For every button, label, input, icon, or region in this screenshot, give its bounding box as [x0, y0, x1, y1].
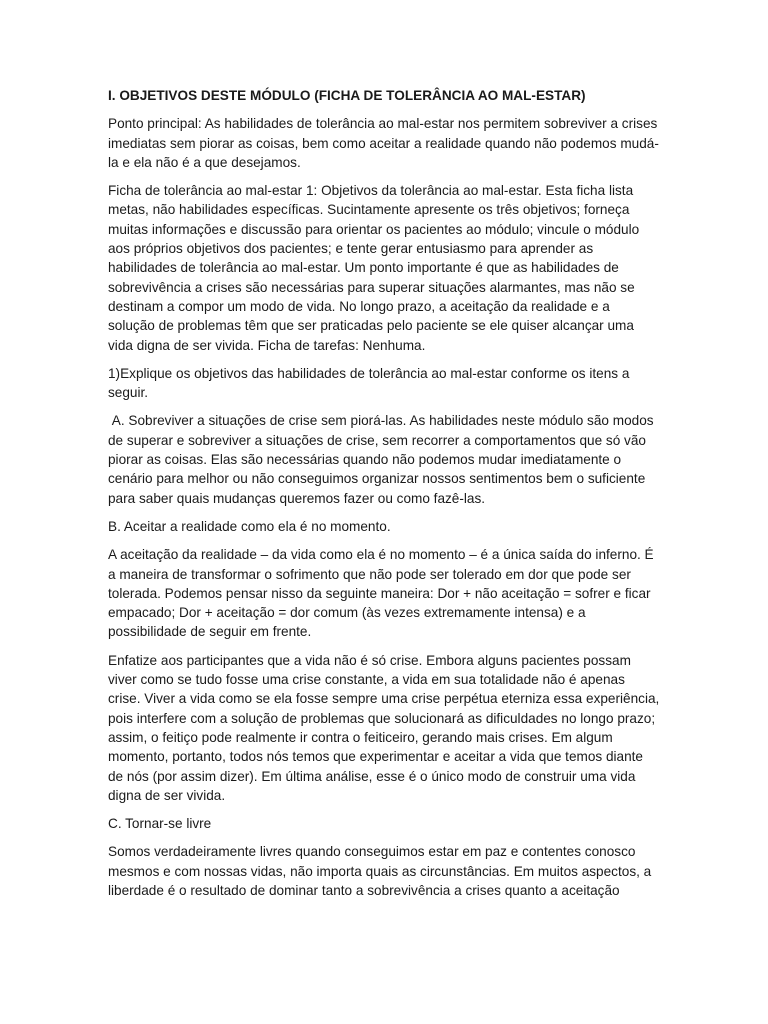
acceptance-paragraph: A aceitação da realidade – da vida como ela é no momento – é a única saída do inferno. É a maneira de transformar o sofrimento que não pode ser tolerado em dor que pode ser tolerada. Podemos pensar nisso da seguinte maneira: Dor + não aceitação = sofrer e ficar empacado; Dor + aceitação = dor comum (às vezes extremamente intensa) e a possibilidade de seguir em frente.: [108, 547, 654, 640]
handout-description-paragraph: Ficha de tolerância ao mal-estar 1: Objetivos da tolerância ao mal-estar. Esta ficha lista metas, não habilidades específicas. Sucintamente apresente os três objetivos; forneça muitas informações e discussão para orientar os pacientes ao módulo; vincule o módulo aos próprios objetivos dos pacientes; e tente gerar entusiasmo para aprender as habilidades de tolerância ao mal-estar. Um ponto importante é que as habilidades de sobrevivência a crises são necessárias para superar situações alarmantes, mas não se destinam a compor um modo de vida. No longo prazo, a aceitação da realidade e a solução de problemas têm que ser praticadas pelo paciente se ele quiser alcançar uma vida digna de ser vivida. Ficha de tarefas: Nenhuma.: [108, 183, 640, 353]
emphasis-paragraph: Enfatize aos participantes que a vida não é só crise. Embora alguns pacientes possam viver como se tudo fosse uma crise constante, a vida em sua totalidade não é apenas crise. Viver a vida como se ela fosse sempre uma crise perpétua eterniza essa experiência, pois interfere com a solução de problemas que solucionará as dificuldades no longo prazo; assim, o feitiço pode realmente ir contra o feiticeiro, gerando mais crises. Em algum momento, portanto, todos nós temos que experimentar e aceitar a vida que temos diante de nós (por assim dizer). Em última análise, esse é o único modo de construir uma vida digna de ser vivida.: [108, 652, 660, 803]
item-a-paragraph: A. Sobreviver a situações de crise sem piorá-las. As habilidades neste módulo são modos de superar e sobreviver a situações de crise, sem recorrer a comportamentos que só vão piorar as coisas. Elas são necessárias quando não podemos mudar imediatamente o cenário para melhor ou não conseguimos organizar nossos sentimentos bem o suficiente para saber quais mudanças queremos fazer ou como fazê-las.: [108, 413, 658, 506]
document-page: [108, 86, 660, 909]
item-b-heading: B. Aceitar a realidade como ela é no momento.: [108, 518, 391, 534]
main-point-paragraph: Ponto principal: As habilidades de tolerância ao mal-estar nos permitem sobreviver a crises imediatas sem piorar as coisas, bem como aceitar a realidade quando não podemos mudá-la e ela não é a que desejamos.: [108, 116, 659, 170]
item-c-heading: C. Tornar-se livre: [108, 816, 212, 832]
instruction-paragraph: 1)Explique os objetivos das habilidades de tolerância ao mal-estar conforme os itens a seguir.: [108, 365, 630, 401]
freedom-paragraph: Somos verdadeiramente livres quando conseguimos estar em paz e contentes conosco mesmos e com nossas vidas, não importa quais as circunstâncias. Em muitos aspectos, a liberdade é o resultado de dominar tanto a sobrevivência a crises quanto a aceitação: [108, 844, 652, 898]
section-heading: I. OBJETIVOS DESTE MÓDULO (FICHA DE TOLERÂNCIA AO MAL-ESTAR): [108, 88, 586, 103]
